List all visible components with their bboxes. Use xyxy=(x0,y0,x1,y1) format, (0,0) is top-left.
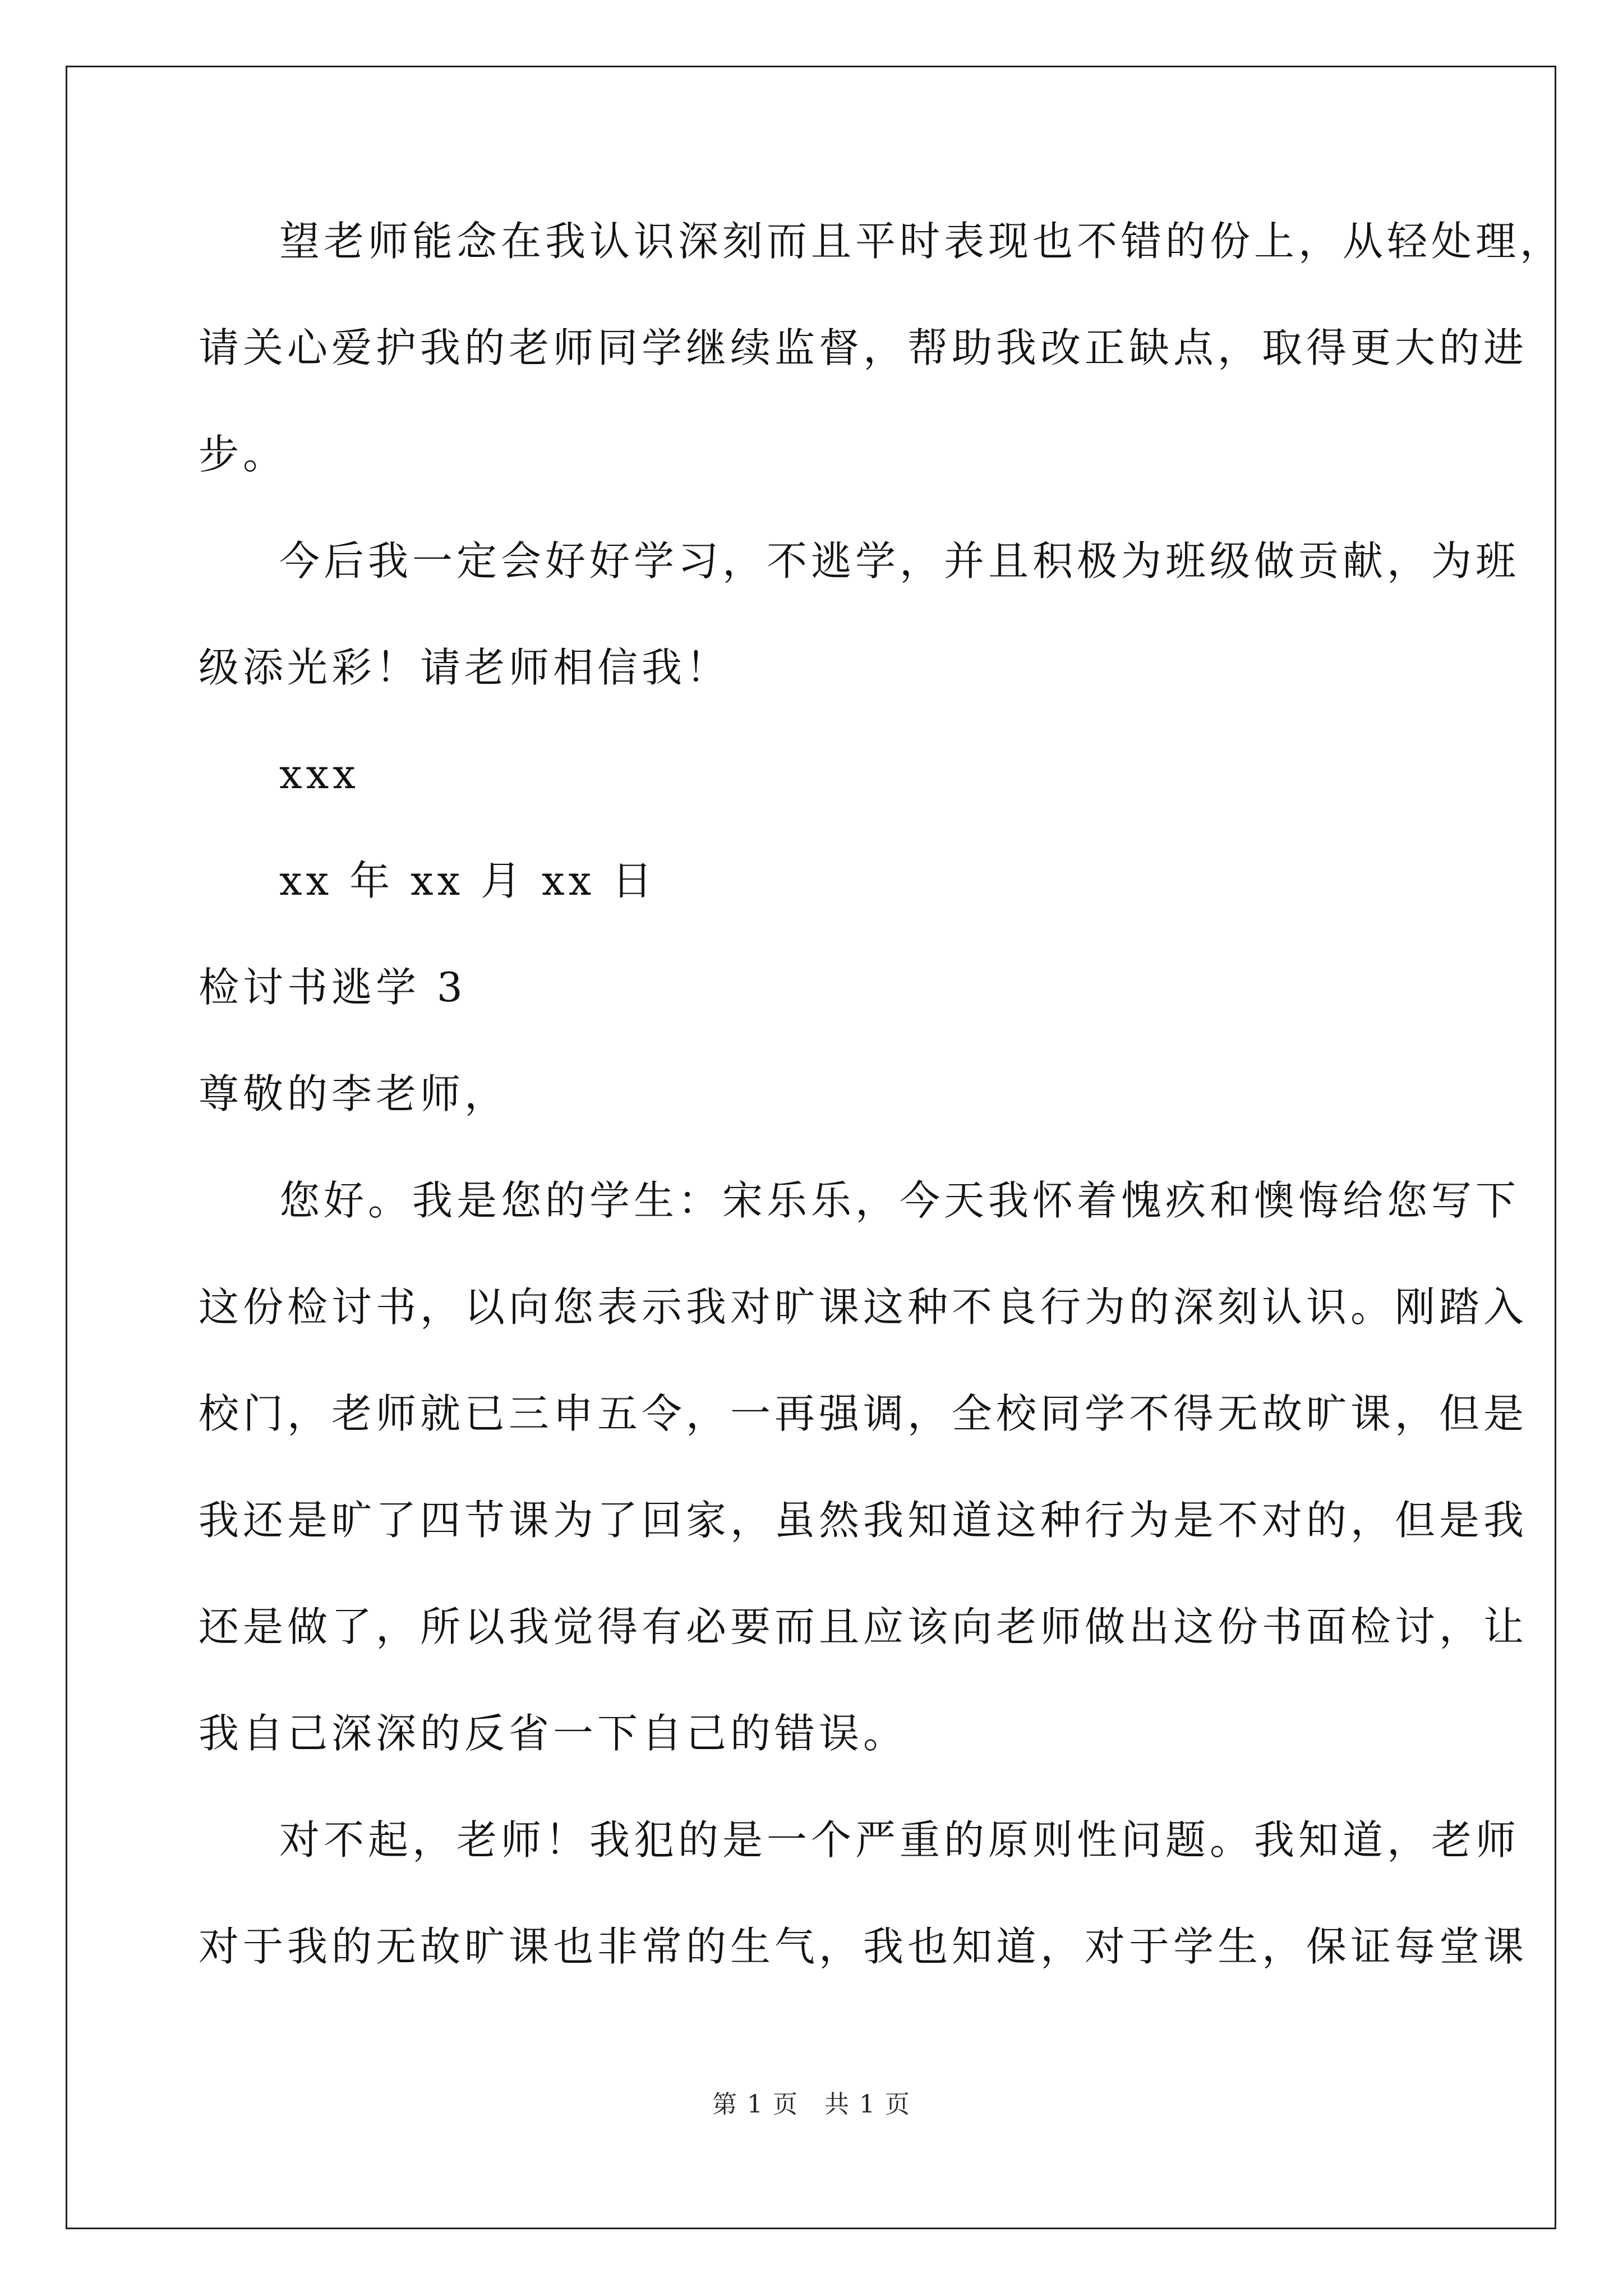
paragraph-line: 还是做了，所以我觉得有必要而且应该向老师做出这份书面检讨，让 xyxy=(199,1603,1528,1650)
page-border xyxy=(66,66,1556,2229)
paragraph-line: 您好。我是您的学生：宋乐乐，今天我怀着愧疚和懊悔给您写下 xyxy=(279,1177,1520,1224)
paragraph-line: 对于我的无故旷课也非常的生气，我也知道，对于学生，保证每堂课 xyxy=(199,1923,1528,1970)
salutation: 尊敬的李老师， xyxy=(199,1070,509,1117)
paragraph-line: 这份检讨书，以向您表示我对旷课这种不良行为的深刻认识。刚踏入 xyxy=(199,1283,1528,1331)
paragraph-line: 今后我一定会好好学习，不逃学，并且积极为班级做贡献，为班 xyxy=(279,537,1520,585)
paragraph-line: 我还是旷了四节课为了回家，虽然我知道这种行为是不对的，但是我 xyxy=(199,1497,1528,1544)
paragraph-line: 对不起，老师！我犯的是一个严重的原则性问题。我知道，老师 xyxy=(279,1816,1520,1864)
page-footer: 第 1 页 共 1 页 xyxy=(712,2090,911,2119)
signature-date: xx 年 xx 月 xx 日 xyxy=(279,857,657,904)
paragraph-line: 请关心爱护我的老师同学继续监督，帮助我改正缺点，取得更大的进 xyxy=(199,324,1528,371)
signature-name: xxx xyxy=(279,751,359,798)
paragraph-line: 校门，老师就已三申五令，一再强调，全校同学不得无故旷课，但是 xyxy=(199,1390,1528,1437)
paragraph-line: 级添光彩！请老师相信我！ xyxy=(199,644,731,691)
paragraph-line: 我自己深深的反省一下自己的错误。 xyxy=(199,1710,908,1757)
section-title: 检讨书逃学 3 xyxy=(199,964,467,1011)
paragraph-line: 望老师能念在我认识深刻而且平时表现也不错的份上，从轻处理， xyxy=(279,218,1565,265)
paragraph-line: 步。 xyxy=(199,431,288,478)
